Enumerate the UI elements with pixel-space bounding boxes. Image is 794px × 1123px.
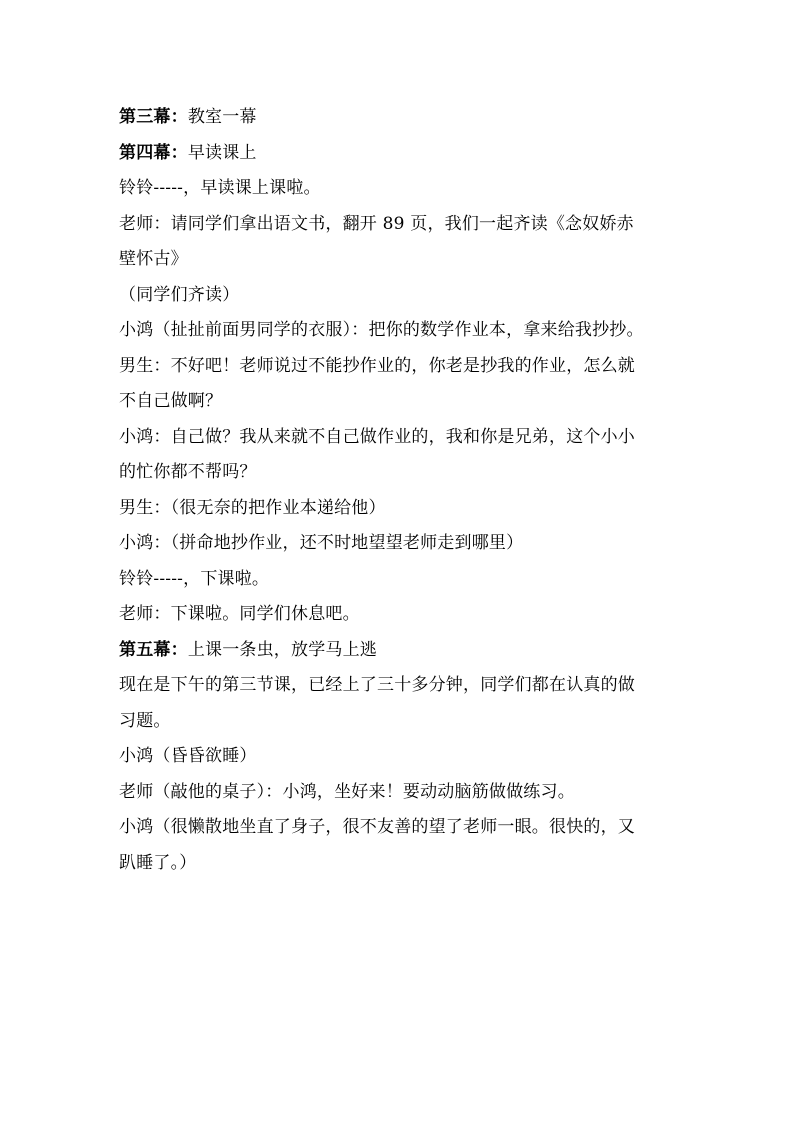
scene-heading [119,136,679,172]
script-line: 小鸿：（拼命地抄作业，还不时地望望老师走到哪里） [119,533,524,553]
script-line: 老师：下课啦。同学们休息吧。 [119,604,360,624]
script-line: 男生：不好吧！老师说过不能抄作业的，你老是抄我的作业，怎么就 [119,355,635,376]
stage-direction: （同学们齐读） [119,284,240,305]
scene-label: 第三幕： [119,107,188,127]
scene-title: 早读课上 [187,142,257,163]
script-line: 小鸿（昏昏欲睡） [119,746,257,766]
scene-heading [119,100,679,136]
script-line: 现在是下午的第三节课，已经上了三十多分钟，同学们都在认真的做 [119,675,635,695]
scene-heading [119,633,679,669]
scene-label: 第四幕： [119,142,188,163]
script-line: 小鸿（很懒散地坐直了身子，很不友善的望了老师一眼。很快的，又 [119,817,635,837]
script-line: 小鸿（扯扯前面男同学的衣服）：把你的数学作业本，拿来给我抄抄。 [119,320,644,340]
script-line: 小鸿：自己做？我从来就不自己做作业的，我和你是兄弟，这个小小 [119,426,635,447]
script-line: 老师：请同学们拿出语文书，翻开 89 页，我们一起齐读《念奴娇赤 [119,213,634,234]
script-line: 铃铃-----，下课啦。 [119,568,270,589]
document-body [119,100,679,881]
script-line: 的忙你都不帮吗？ [119,462,257,482]
script-line: 趴睡了。） [119,852,197,873]
script-line: 老师（敲他的桌子）：小鸿，坐好来！要动动脑筋做做练习。 [119,781,575,802]
scene-title: 上课一条虫，放学马上逃 [187,639,378,660]
script-line: 壁怀古》 [119,249,188,269]
script-line: 不自己做啊？ [119,391,223,411]
script-line: 男生：（很无奈的把作业本递给他） [119,497,386,518]
scene-title: 教室一幕 [187,107,257,127]
script-line: 铃铃-----，早读课上课啦。 [119,178,321,198]
scene-label: 第五幕： [119,639,188,660]
script-line: 习题。 [119,710,171,731]
